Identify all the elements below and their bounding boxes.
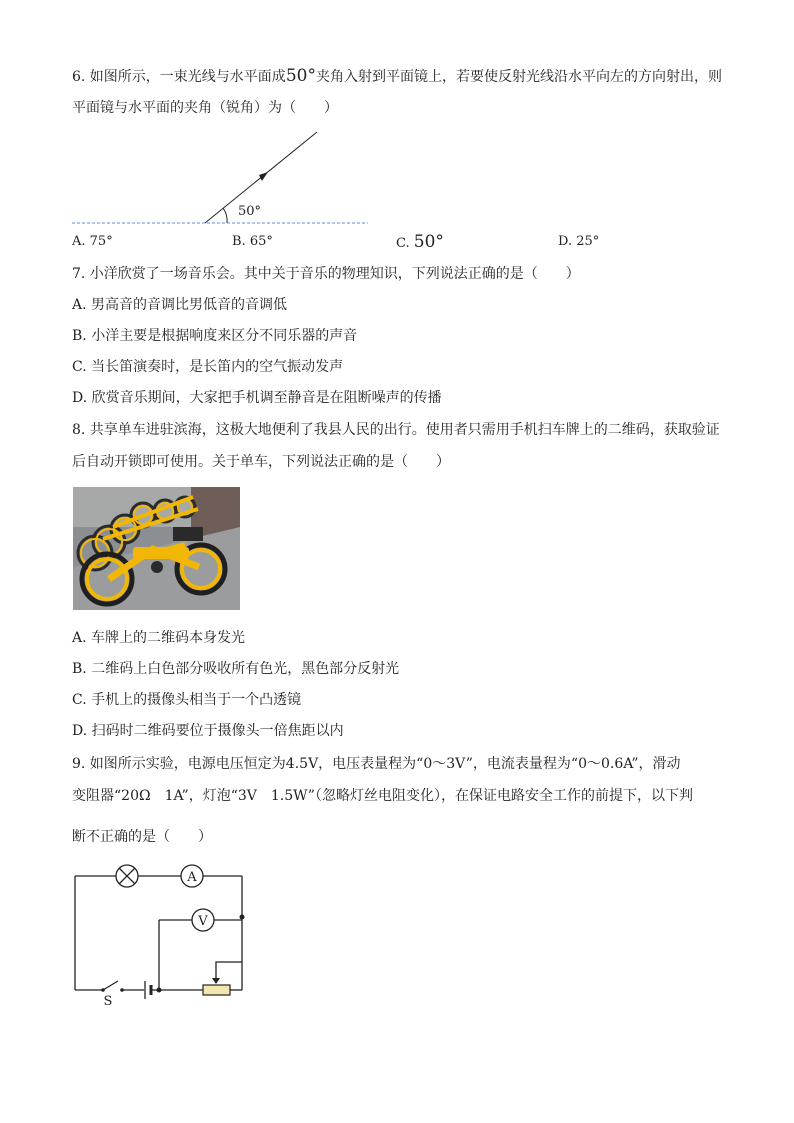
switch-label: S [103,994,113,1009]
switch-contact [120,988,124,992]
shared-bikes-photo [73,487,240,610]
q7-option-d[interactable]: D. 欣赏音乐期间，大家把手机调至静音是在阻断噪声的传播 [72,390,442,406]
q6-mirror-figure [72,128,372,228]
ammeter-icon [181,865,203,887]
q8-option-d[interactable]: D. 扫码时二维码要位于摄像头一倍焦距以内 [72,723,344,739]
slider-arrow-icon [212,978,220,984]
figure-angle-label: 50° [238,204,262,219]
q6-angle: 50° [285,66,316,86]
q6-option-a[interactable]: A. 75° [72,234,113,249]
q8-stem-line1: 8. 共享单车进驻滨海，这极大地便利了我县人民的出行。使用者只需用手机扫车牌上的二维码，获取验证 [72,422,720,438]
rheostat-icon [203,985,230,995]
q8-option-b[interactable]: B. 二维码上白色部分吸收所有色光，黑色部分反射光 [72,661,400,677]
q7-option-a[interactable]: A. 男高音的音调比男低音的音调低 [72,297,288,313]
q6-option-b[interactable]: B. 65° [232,234,273,249]
q8-option-c[interactable]: C. 手机上的摄像头相当于一个凸透镜 [72,692,302,708]
ammeter-label: A [187,870,197,885]
q6-stem-line2: 平面镜与水平面的夹角（锐角）为（ ） [72,100,338,116]
switch-pivot [101,988,105,992]
q9-stem-line2: 变阻器“20Ω 1A”，灯泡“3V 1.5W”（忽略灯丝电阻变化），在保证电路安全工作的前提下，以下判 [72,788,693,804]
q6-stem-pre: 6. 如图所示，一束光线与水平面成 [72,69,286,85]
q6-option-c[interactable] [396,232,444,254]
q8-option-a[interactable]: A. 车牌上的二维码本身发光 [72,630,246,646]
ray-arrow-icon [259,172,268,181]
q6-option-d[interactable]: D. 25° [558,234,600,249]
q9-circuit-diagram [70,860,250,1010]
voltmeter-icon [192,909,214,931]
q6-option-c-value: 50° [413,232,444,252]
q6-stem-line1 [72,66,722,87]
junction-dot [240,915,245,920]
battery-icon [145,981,151,999]
q8-stem-line2: 后自动开锁即可使用。关于单车，下列说法正确的是（ ） [72,454,450,470]
angle-arc [223,208,227,223]
q7-option-b[interactable]: B. 小洋主要是根据响度来区分不同乐器的声音 [72,328,358,344]
q7-option-c[interactable]: C. 当长笛演奏时，是长笛内的空气振动发声 [72,359,344,375]
q7-stem: 7. 小洋欣赏了一场音乐会。其中关于音乐的物理知识，下列说法正确的是（ ） [72,266,580,282]
q9-stem-line1: 9. 如图所示实验，电源电压恒定为4.5V，电压表量程为“0～3V”，电流表量程为“0～0.6A”，滑动 [72,756,681,772]
junction-dot [157,988,162,993]
voltmeter-label: V [198,914,208,929]
bulb-icon [116,865,138,887]
q6-stem-post: 夹角入射到平面镜上，若要使反射光线沿水平向左的方向射出，则 [315,69,722,85]
q6-option-c-prefix: C. [396,236,410,251]
q9-stem-line3: 断不正确的是（ ） [72,829,212,845]
